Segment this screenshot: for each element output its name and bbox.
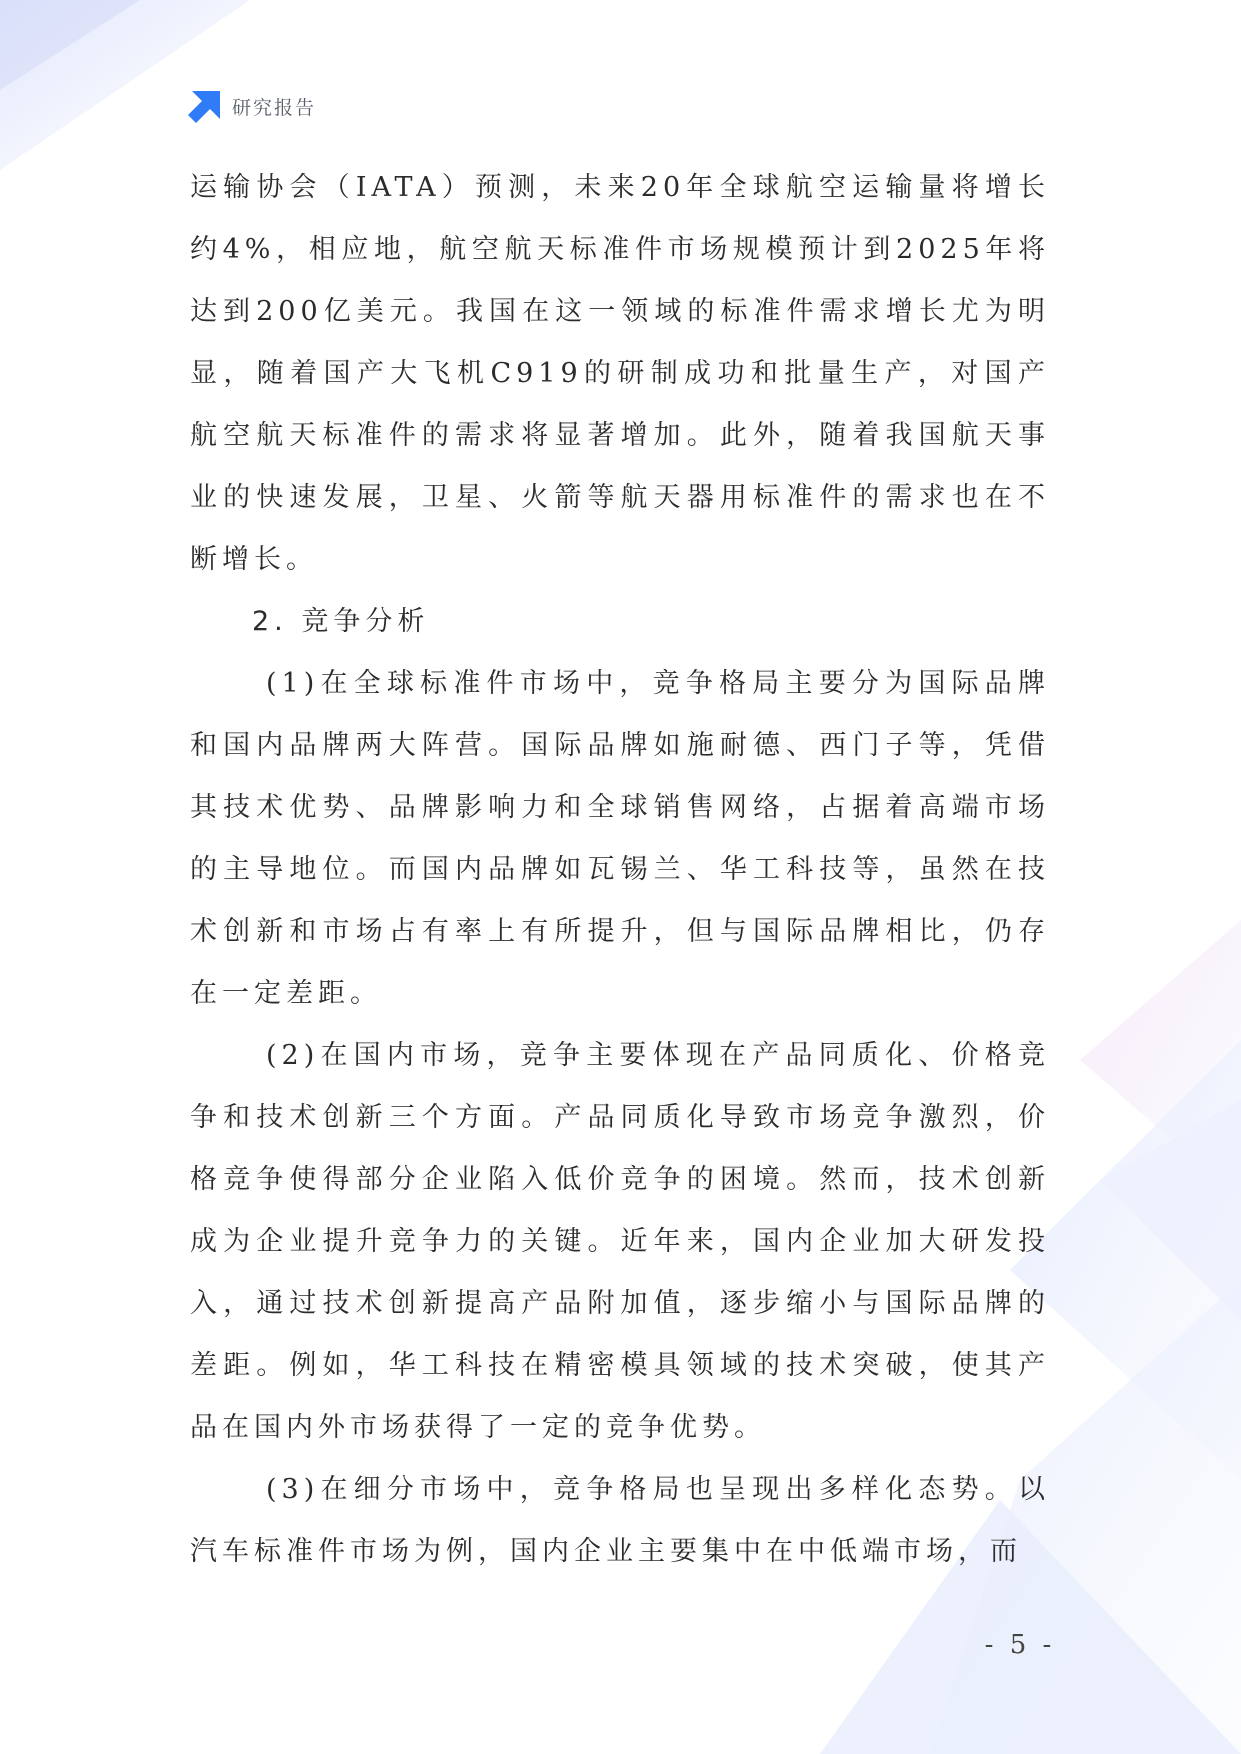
paragraph-intro: 运输协会（IATA）预测，未来20年全球航空运输量将增长约4%，相应地，航空航天标准件市场规模预计到2025年将达到200亿美元。我国在这一领域的标准件需求增长尤为明显，随着国产大飞机C919的研制成功和批量生产，对国产航空航天标准件的需求将显著增加。此外，随着我国航天事业的快速发展，卫星、火箭等航天器用标准件的需求也在不断增长。 [190,172,1050,575]
section-title: 竞争分析 [301,606,430,637]
paragraph-1: (1)在全球标准件市场中，竞争格局主要分为国际品牌和国内品牌两大阵营。国际品牌如施耐德、西门子等，凭借其技术优势、品牌影响力和全球销售网络，占据着高端市场的主导地位。而国内品牌如瓦锡兰、华工科技等，虽然在技术创新和市场占有率上有所提升，但与国际品牌相比，仍存在一定差距。 [190,668,1050,1009]
paragraph-3: (3)在细分市场中，竞争格局也呈现出多样化态势。以汽车标准件市场为例，国内企业主要集中在中低端市场，而 [190,1474,1050,1567]
document-body [190,157,1050,1583]
section-heading [190,591,1050,653]
paragraph-2: (2)在国内市场，竞争主要体现在产品同质化、价格竞争和技术创新三个方面。产品同质化导致市场竞争激烈，价格竞争使得部分企业陷入低价竞争的困境。然而，技术创新成为企业提升竞争力的关键。近年来，国内企业加大研发投入，通过技术创新提高产品附加值，逐步缩小与国际品牌的差距。例如，华工科技在精密模具领域的技术突破，使其产品在国内外市场获得了一定的竞争优势。 [190,1040,1050,1443]
arrow-up-right-icon [188,89,222,123]
page-number: - 5 - [984,1630,1056,1660]
header-title: 研究报告 [232,96,317,119]
section-number: 2. [252,606,288,637]
report-header [188,88,316,124]
